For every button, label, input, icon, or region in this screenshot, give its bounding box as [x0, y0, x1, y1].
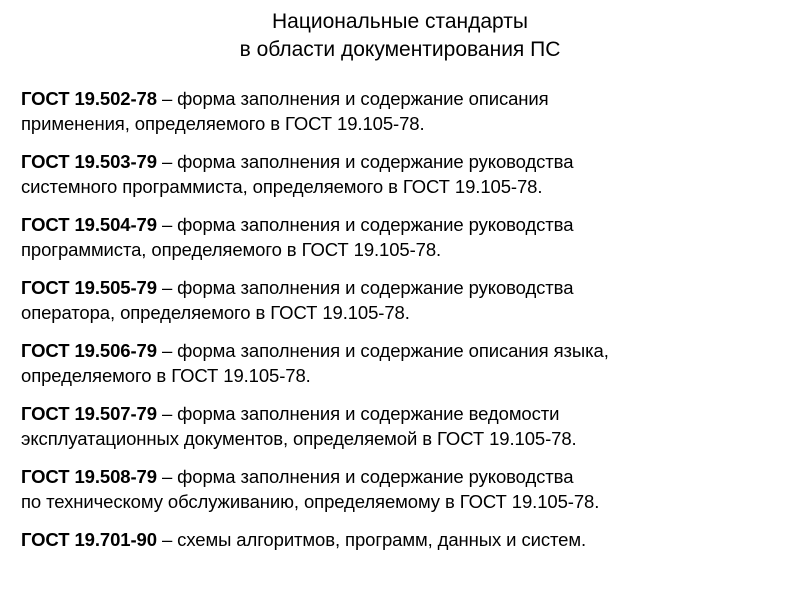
standard-line-2: эксплуатационных документов, определяемой в ГОСТ 19.105-78. — [21, 428, 577, 449]
standard-description: – форма заполнения и содержание ведомости — [156, 403, 560, 424]
slide-title — [0, 8, 800, 64]
standard-description: – форма заполнения и содержание руководства — [156, 277, 574, 298]
standard-line-1 — [21, 527, 781, 552]
standard-code: ГОСТ 19.505-79 — [21, 277, 157, 298]
standard-line-2: программиста, определяемого в ГОСТ 19.105-78. — [21, 239, 442, 260]
standard-description: – форма заполнения и содержание описания — [156, 88, 549, 109]
standard-code: ГОСТ 19.506-79 — [21, 340, 157, 361]
standard-item — [21, 275, 781, 325]
title-line-2: в области документирования ПС — [239, 38, 561, 61]
standard-item — [21, 338, 781, 388]
standard-line-1 — [21, 401, 781, 426]
title-line-1: Национальные стандарты — [272, 10, 528, 33]
standard-line-1 — [21, 212, 781, 237]
standard-description: – форма заполнения и содержание руководства — [156, 214, 574, 235]
standard-code: ГОСТ 19.503-79 — [21, 151, 157, 172]
standard-item — [21, 86, 781, 136]
standard-line-2: применения, определяемого в ГОСТ 19.105-78. — [21, 113, 425, 134]
standard-line-2: определяемого в ГОСТ 19.105-78. — [21, 365, 311, 386]
standard-code: ГОСТ 19.701-90 — [21, 529, 157, 550]
standard-description: – форма заполнения и содержание руководства — [156, 466, 574, 487]
standard-code: ГОСТ 19.507-79 — [21, 403, 157, 424]
standard-item — [21, 212, 781, 262]
standard-item — [21, 464, 781, 514]
standard-line-2: по техническому обслуживанию, определяемому в ГОСТ 19.105-78. — [21, 491, 600, 512]
standard-code: ГОСТ 19.504-79 — [21, 214, 157, 235]
standard-item — [21, 401, 781, 451]
standard-line-1 — [21, 464, 781, 489]
standard-description: – схемы алгоритмов, программ, данных и систем. — [156, 529, 586, 550]
standard-line-1 — [21, 86, 781, 111]
standard-code: ГОСТ 19.508-79 — [21, 466, 157, 487]
standard-line-2: оператора, определяемого в ГОСТ 19.105-78. — [21, 302, 410, 323]
standard-item — [21, 149, 781, 199]
standard-code: ГОСТ 19.502-78 — [21, 88, 157, 109]
standard-description: – форма заполнения и содержание руководства — [156, 151, 574, 172]
standard-line-2: системного программиста, определяемого в ГОСТ 19.105-78. — [21, 176, 543, 197]
standard-line-1 — [21, 275, 781, 300]
standard-item — [21, 527, 781, 552]
standard-line-1 — [21, 338, 781, 363]
standard-line-1 — [21, 149, 781, 174]
standards-list — [21, 86, 781, 565]
standard-description: – форма заполнения и содержание описания языка, — [156, 340, 609, 361]
